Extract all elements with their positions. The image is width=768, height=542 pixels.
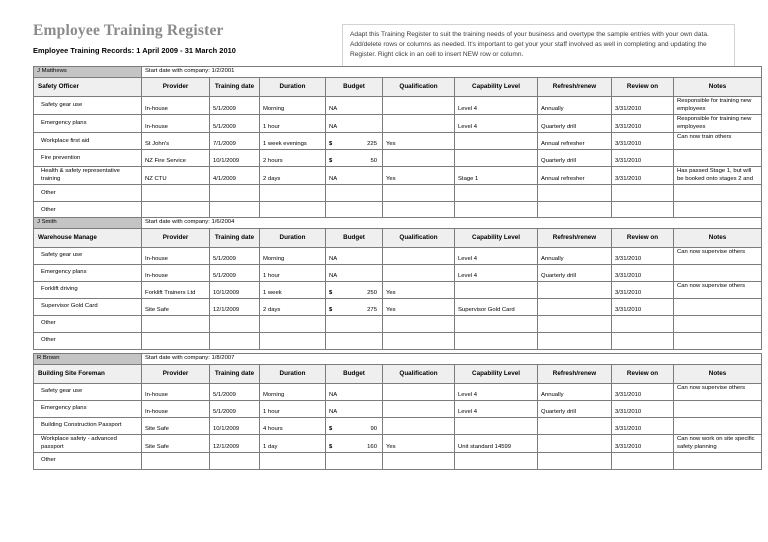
column-header-duration[interactable]: Duration <box>260 229 326 248</box>
cell-budget[interactable] <box>326 248 383 265</box>
employee-start-date[interactable]: Start date with company: 1/2/2001 <box>142 67 762 78</box>
budget-currency-symbol: $ <box>329 306 333 313</box>
cell-duration[interactable]: 1 week evenings <box>260 133 326 150</box>
cell-capability-level[interactable] <box>455 453 538 470</box>
cell-budget[interactable] <box>326 401 383 418</box>
column-header-capability-level[interactable]: Capability Level <box>455 365 538 384</box>
column-header-review-on[interactable]: Review on <box>612 365 674 384</box>
cell-review-on[interactable] <box>612 453 674 470</box>
cell-review-on[interactable]: 3/31/2010 <box>612 418 674 435</box>
employee-band-row <box>34 67 762 78</box>
column-header-duration[interactable]: Duration <box>260 365 326 384</box>
cell-training-date[interactable] <box>210 453 260 470</box>
instruction-note-box <box>342 24 735 68</box>
cell-notes[interactable]: Responsible for training new employees <box>674 115 762 133</box>
cell-capability-level[interactable]: Unit standard 14599 <box>455 435 538 453</box>
cell-review-on[interactable]: 3/31/2010 <box>612 167 674 185</box>
column-header-notes[interactable]: Notes <box>674 78 762 97</box>
cell-training-topic[interactable]: Emergency plans <box>34 401 142 418</box>
table-row <box>34 418 762 435</box>
table-row <box>34 384 762 401</box>
column-header-row <box>34 365 762 384</box>
employee-role[interactable]: Safety Officer <box>34 78 142 97</box>
column-header-row <box>34 78 762 97</box>
cell-notes[interactable] <box>674 316 762 333</box>
cell-training-date[interactable]: 5/1/2009 <box>210 265 260 282</box>
cell-provider[interactable]: In-house <box>142 265 210 282</box>
page-subtitle: Employee Training Records: 1 April 2009 - 31 March 2010 <box>33 46 236 56</box>
cell-provider[interactable]: In-house <box>142 248 210 265</box>
cell-capability-level[interactable]: Level 4 <box>455 248 538 265</box>
budget-amount: 50 <box>370 157 377 164</box>
cell-qualification[interactable] <box>383 401 455 418</box>
cell-training-date[interactable]: 12/1/2009 <box>210 299 260 316</box>
cell-qualification[interactable] <box>383 248 455 265</box>
column-header-training-date[interactable]: Training date <box>210 365 260 384</box>
column-header-budget[interactable]: Budget <box>326 78 383 97</box>
cell-budget[interactable] <box>326 299 383 316</box>
cell-duration[interactable]: 1 week <box>260 282 326 299</box>
cell-provider[interactable]: Forklift Trainers Ltd <box>142 282 210 299</box>
cell-notes[interactable]: Can now supervise others <box>674 384 762 401</box>
cell-notes[interactable]: Can now supervise others <box>674 282 762 299</box>
cell-refresh-renew[interactable]: Quarterly drill <box>538 401 612 418</box>
employee-role[interactable]: Warehouse Manage <box>34 229 142 248</box>
cell-training-topic[interactable]: Safety gear use <box>34 248 142 265</box>
budget-currency-symbol: $ <box>329 443 333 450</box>
cell-qualification[interactable] <box>383 265 455 282</box>
table-row <box>34 150 762 167</box>
employee-table <box>33 353 762 470</box>
cell-refresh-renew[interactable] <box>538 316 612 333</box>
cell-refresh-renew[interactable] <box>538 418 612 435</box>
column-header-duration[interactable]: Duration <box>260 78 326 97</box>
cell-duration[interactable]: 4 hours <box>260 418 326 435</box>
cell-review-on[interactable]: 3/31/2010 <box>612 401 674 418</box>
cell-training-topic[interactable]: Building Construction Passport <box>34 418 142 435</box>
cell-budget[interactable] <box>326 384 383 401</box>
cell-budget[interactable] <box>326 453 383 470</box>
cell-refresh-renew[interactable] <box>538 435 612 453</box>
cell-provider[interactable] <box>142 316 210 333</box>
cell-review-on[interactable]: 3/31/2010 <box>612 115 674 133</box>
cell-provider[interactable]: Site Safe <box>142 435 210 453</box>
cell-refresh-renew[interactable]: Annually <box>538 384 612 401</box>
budget-currency-symbol: $ <box>329 289 333 296</box>
column-header-row <box>34 229 762 248</box>
cell-duration[interactable]: 2 days <box>260 299 326 316</box>
cell-training-date[interactable]: 10/1/2009 <box>210 150 260 167</box>
cell-training-date[interactable]: 10/1/2009 <box>210 418 260 435</box>
employee-name[interactable]: J Smith <box>34 218 142 229</box>
cell-refresh-renew[interactable]: Annually <box>538 248 612 265</box>
column-header-capability-level[interactable]: Capability Level <box>455 78 538 97</box>
cell-review-on[interactable]: 3/31/2010 <box>612 282 674 299</box>
cell-refresh-renew[interactable] <box>538 453 612 470</box>
cell-refresh-renew[interactable]: Quarterly drill <box>538 150 612 167</box>
cell-training-date[interactable]: 5/1/2009 <box>210 115 260 133</box>
cell-notes[interactable]: Can now supervise others <box>674 248 762 265</box>
cell-review-on[interactable]: 3/31/2010 <box>612 248 674 265</box>
cell-budget[interactable] <box>326 265 383 282</box>
budget-currency-symbol: $ <box>329 425 333 432</box>
employee-band-row <box>34 218 762 229</box>
budget-amount: NA <box>329 272 338 279</box>
table-row <box>34 316 762 333</box>
table-row <box>34 453 762 470</box>
column-header-training-date[interactable]: Training date <box>210 229 260 248</box>
budget-amount: 250 <box>367 289 377 296</box>
budget-amount: 90 <box>370 425 377 432</box>
cell-duration[interactable]: 1 hour <box>260 115 326 133</box>
cell-qualification[interactable] <box>383 316 455 333</box>
cell-review-on[interactable]: 3/31/2010 <box>612 133 674 150</box>
cell-qualification[interactable]: Yes <box>383 435 455 453</box>
cell-training-topic[interactable]: Other <box>34 316 142 333</box>
cell-training-topic[interactable]: Supervisor Gold Card <box>34 299 142 316</box>
cell-refresh-renew[interactable]: Quarterly drill <box>538 115 612 133</box>
cell-notes[interactable] <box>674 401 762 418</box>
page-title: Employee Training Register <box>33 22 224 39</box>
cell-duration[interactable]: Morning <box>260 384 326 401</box>
cell-qualification[interactable] <box>383 115 455 133</box>
cell-training-date[interactable]: 5/1/2009 <box>210 97 260 115</box>
column-header-budget[interactable]: Budget <box>326 365 383 384</box>
column-header-capability-level[interactable]: Capability Level <box>455 229 538 248</box>
cell-notes[interactable]: Can now train others <box>674 133 762 150</box>
cell-refresh-renew[interactable]: Quarterly drill <box>538 265 612 282</box>
column-header-review-on[interactable]: Review on <box>612 78 674 97</box>
employee-role[interactable]: Building Site Foreman <box>34 365 142 384</box>
cell-duration[interactable]: 1 hour <box>260 401 326 418</box>
cell-budget[interactable] <box>326 333 383 350</box>
cell-capability-level[interactable]: Level 4 <box>455 97 538 115</box>
column-header-provider[interactable]: Provider <box>142 365 210 384</box>
cell-capability-level[interactable] <box>455 150 538 167</box>
cell-qualification[interactable] <box>383 384 455 401</box>
cell-qualification[interactable] <box>383 418 455 435</box>
cell-refresh-renew[interactable]: Annual refresher <box>538 167 612 185</box>
employee-name[interactable]: R Brown <box>34 354 142 365</box>
cell-qualification[interactable] <box>383 185 455 202</box>
cell-duration[interactable]: 1 hour <box>260 265 326 282</box>
budget-amount: NA <box>329 391 338 398</box>
cell-budget[interactable] <box>326 167 383 185</box>
cell-capability-level[interactable] <box>455 133 538 150</box>
cell-duration[interactable] <box>260 316 326 333</box>
cell-capability-level[interactable]: Level 4 <box>455 265 538 282</box>
cell-training-date[interactable]: 7/1/2009 <box>210 133 260 150</box>
cell-duration[interactable] <box>260 185 326 202</box>
cell-budget[interactable] <box>326 133 383 150</box>
cell-capability-level[interactable] <box>455 316 538 333</box>
cell-budget[interactable] <box>326 316 383 333</box>
cell-training-date[interactable]: 10/1/2009 <box>210 282 260 299</box>
cell-capability-level[interactable] <box>455 418 538 435</box>
cell-capability-level[interactable]: Level 4 <box>455 115 538 133</box>
table-row <box>34 248 762 265</box>
cell-training-topic[interactable]: Safety gear use <box>34 97 142 115</box>
cell-budget[interactable] <box>326 435 383 453</box>
column-header-training-date[interactable]: Training date <box>210 78 260 97</box>
column-header-qualification[interactable]: Qualification <box>383 365 455 384</box>
cell-notes[interactable]: Responsible for training new employees <box>674 97 762 115</box>
cell-duration[interactable]: 1 day <box>260 435 326 453</box>
cell-qualification[interactable]: Yes <box>383 299 455 316</box>
table-row <box>34 133 762 150</box>
cell-training-topic[interactable]: Safety gear use <box>34 384 142 401</box>
cell-training-topic[interactable]: Workplace safety - advanced passport <box>34 435 142 453</box>
column-header-review-on[interactable]: Review on <box>612 229 674 248</box>
cell-notes[interactable] <box>674 150 762 167</box>
employee-start-date[interactable]: Start date with company: 1/8/2007 <box>142 354 762 365</box>
column-header-budget[interactable]: Budget <box>326 229 383 248</box>
cell-qualification[interactable]: Yes <box>383 133 455 150</box>
cell-notes[interactable]: Can now work on site specific safety planning <box>674 435 762 453</box>
cell-provider[interactable] <box>142 185 210 202</box>
cell-notes[interactable] <box>674 185 762 202</box>
cell-review-on[interactable]: 3/31/2010 <box>612 299 674 316</box>
cell-review-on[interactable] <box>612 185 674 202</box>
cell-notes[interactable] <box>674 418 762 435</box>
column-header-refresh-renew[interactable]: Refresh/renew <box>538 229 612 248</box>
cell-budget[interactable] <box>326 185 383 202</box>
cell-qualification[interactable]: Yes <box>383 167 455 185</box>
table-row <box>34 299 762 316</box>
cell-provider[interactable] <box>142 453 210 470</box>
cell-qualification[interactable] <box>383 150 455 167</box>
column-header-qualification[interactable]: Qualification <box>383 78 455 97</box>
budget-amount: NA <box>329 255 338 262</box>
cell-training-topic[interactable]: Other <box>34 453 142 470</box>
table-row <box>34 435 762 453</box>
cell-refresh-renew[interactable] <box>538 299 612 316</box>
cell-provider[interactable]: In-house <box>142 401 210 418</box>
cell-training-topic[interactable]: Other <box>34 202 142 219</box>
budget-amount: 160 <box>367 443 377 450</box>
cell-provider[interactable]: Site Safe <box>142 299 210 316</box>
employee-table <box>33 217 762 350</box>
column-header-qualification[interactable]: Qualification <box>383 229 455 248</box>
budget-amount: NA <box>329 175 338 182</box>
cell-training-topic[interactable]: Emergency plans <box>34 265 142 282</box>
cell-review-on[interactable]: 3/31/2010 <box>612 150 674 167</box>
cell-qualification[interactable] <box>383 97 455 115</box>
column-header-provider[interactable]: Provider <box>142 229 210 248</box>
column-header-refresh-renew[interactable]: Refresh/renew <box>538 365 612 384</box>
cell-capability-level[interactable] <box>455 185 538 202</box>
table-row <box>34 167 762 185</box>
column-header-notes[interactable]: Notes <box>674 365 762 384</box>
cell-refresh-renew[interactable]: Annual refresher <box>538 133 612 150</box>
cell-training-date[interactable]: 4/1/2009 <box>210 167 260 185</box>
cell-capability-level[interactable]: Supervisor Gold Card <box>455 299 538 316</box>
cell-duration[interactable]: 2 hours <box>260 150 326 167</box>
cell-duration[interactable] <box>260 453 326 470</box>
budget-currency-symbol: $ <box>329 157 333 164</box>
cell-refresh-renew[interactable] <box>538 333 612 350</box>
column-header-refresh-renew[interactable]: Refresh/renew <box>538 78 612 97</box>
cell-duration[interactable]: Morning <box>260 97 326 115</box>
cell-provider[interactable]: NZ Fire Service <box>142 150 210 167</box>
employee-name[interactable]: J Matthews <box>34 67 142 78</box>
cell-qualification[interactable]: Yes <box>383 282 455 299</box>
budget-currency-symbol: $ <box>329 140 333 147</box>
cell-budget[interactable] <box>326 115 383 133</box>
cell-review-on[interactable]: 3/31/2010 <box>612 435 674 453</box>
employee-start-date[interactable]: Start date with company: 1/6/2004 <box>142 218 762 229</box>
cell-budget[interactable] <box>326 282 383 299</box>
budget-amount: NA <box>329 123 338 130</box>
cell-provider[interactable]: In-house <box>142 384 210 401</box>
column-header-provider[interactable]: Provider <box>142 78 210 97</box>
cell-capability-level[interactable]: Level 4 <box>455 401 538 418</box>
cell-review-on[interactable]: 3/31/2010 <box>612 265 674 282</box>
table-row <box>34 265 762 282</box>
instruction-note-text: Adapt this Training Register to suit the training needs of your business and overtype the sample entries with your own data. Add/delete rows or columns as needed. It's important to get your your staff involved as well in completing and updating the Register. Right click in an cell to insert NEW row or column. <box>350 31 709 59</box>
cell-notes[interactable]: Has passed Stage 1, but will be booked onto stages 2 and <box>674 167 762 185</box>
budget-amount: 275 <box>367 306 377 313</box>
cell-refresh-renew[interactable] <box>538 282 612 299</box>
table-row <box>34 282 762 299</box>
cell-provider[interactable]: In-house <box>142 115 210 133</box>
cell-provider[interactable] <box>142 333 210 350</box>
cell-training-topic[interactable]: Workplace first aid <box>34 133 142 150</box>
cell-duration[interactable]: 2 days <box>260 167 326 185</box>
table-row <box>34 115 762 133</box>
cell-provider[interactable]: In-house <box>142 97 210 115</box>
cell-training-date[interactable] <box>210 316 260 333</box>
table-row <box>34 97 762 115</box>
cell-notes[interactable] <box>674 453 762 470</box>
employee-band-row <box>34 354 762 365</box>
cell-provider[interactable]: St John's <box>142 133 210 150</box>
cell-notes[interactable] <box>674 299 762 316</box>
cell-training-topic[interactable]: Fire prevention <box>34 150 142 167</box>
budget-amount: NA <box>329 408 338 415</box>
cell-training-date[interactable]: 5/1/2009 <box>210 384 260 401</box>
cell-capability-level[interactable] <box>455 282 538 299</box>
cell-training-date[interactable] <box>210 185 260 202</box>
cell-provider[interactable]: Site Safe <box>142 418 210 435</box>
cell-training-date[interactable] <box>210 333 260 350</box>
cell-notes[interactable] <box>674 333 762 350</box>
cell-refresh-renew[interactable] <box>538 185 612 202</box>
cell-training-topic[interactable]: Other <box>34 185 142 202</box>
cell-training-date[interactable]: 12/1/2009 <box>210 435 260 453</box>
cell-training-topic[interactable]: Other <box>34 333 142 350</box>
cell-review-on[interactable] <box>612 316 674 333</box>
cell-review-on[interactable]: 3/31/2010 <box>612 97 674 115</box>
cell-qualification[interactable] <box>383 453 455 470</box>
budget-amount: NA <box>329 105 338 112</box>
table-row <box>34 333 762 350</box>
cell-capability-level[interactable] <box>455 333 538 350</box>
cell-duration[interactable] <box>260 333 326 350</box>
cell-training-date[interactable]: 5/1/2009 <box>210 401 260 418</box>
table-row <box>34 401 762 418</box>
cell-training-topic[interactable]: Forklift driving <box>34 282 142 299</box>
cell-training-topic[interactable]: Emergency plans <box>34 115 142 133</box>
cell-provider[interactable]: NZ CTU <box>142 167 210 185</box>
cell-review-on[interactable] <box>612 333 674 350</box>
column-header-notes[interactable]: Notes <box>674 229 762 248</box>
cell-capability-level[interactable]: Stage 1 <box>455 167 538 185</box>
cell-training-date[interactable]: 5/1/2009 <box>210 248 260 265</box>
cell-capability-level[interactable]: Level 4 <box>455 384 538 401</box>
cell-training-topic[interactable]: Health & safety representative training <box>34 167 142 185</box>
budget-amount: 225 <box>367 140 377 147</box>
cell-qualification[interactable] <box>383 333 455 350</box>
employee-table <box>33 66 762 219</box>
document-header <box>33 22 333 55</box>
table-row <box>34 185 762 202</box>
cell-notes[interactable] <box>674 265 762 282</box>
cell-budget[interactable] <box>326 418 383 435</box>
cell-duration[interactable]: Morning <box>260 248 326 265</box>
cell-review-on[interactable]: 3/31/2010 <box>612 384 674 401</box>
cell-budget[interactable] <box>326 97 383 115</box>
cell-budget[interactable] <box>326 150 383 167</box>
cell-refresh-renew[interactable]: Annually <box>538 97 612 115</box>
